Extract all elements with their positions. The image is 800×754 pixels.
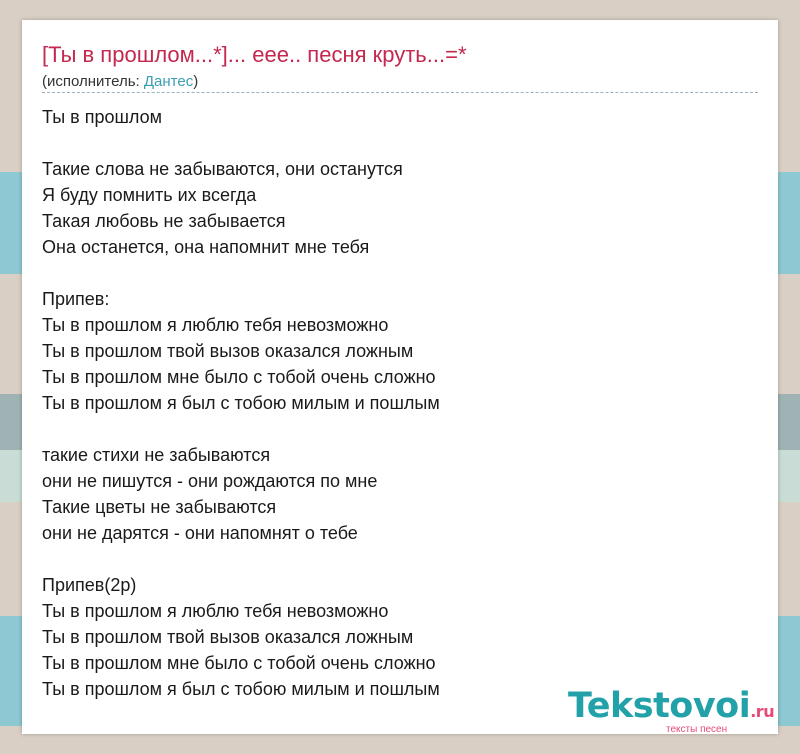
logo-wordmark <box>568 686 774 726</box>
lyric-line <box>42 260 742 286</box>
logo-tld: .ru <box>750 702 775 721</box>
lyrics-card <box>22 20 778 734</box>
lyric-line: Ты в прошлом твой вызов оказался ложным <box>42 627 414 647</box>
lyric-line: они не дарятся - они напомнят о тебе <box>42 523 358 543</box>
logo-tagline: тексты песен <box>666 724 728 735</box>
lyrics-text <box>42 104 742 702</box>
lyric-line: Она останется, она напомнит мне тебя <box>42 237 370 257</box>
site-logo[interactable] <box>568 686 778 734</box>
lyric-line: Ты в прошлом я люблю тебя невозможно <box>42 315 389 335</box>
lyric-line: такие стихи не забываются <box>42 445 271 465</box>
lyric-line: они не пишутся - они рождаются по мне <box>42 471 378 491</box>
artist-prefix: (исполнитель: <box>42 73 144 90</box>
lyric-line: Ты в прошлом <box>42 107 163 127</box>
lyric-line <box>42 130 742 156</box>
artist-suffix: ) <box>193 73 199 90</box>
lyric-line: Ты в прошлом мне было с тобой очень сложно <box>42 367 436 387</box>
lyric-line <box>42 546 742 572</box>
lyric-line: Ты в прошлом я был с тобою милым и пошлым <box>42 679 440 699</box>
artist-line <box>42 73 198 90</box>
lyric-line: Я буду помнить их всегда <box>42 185 257 205</box>
lyric-line: Ты в прошлом я люблю тебя невозможно <box>42 601 389 621</box>
logo-main-text: Tekstovoi <box>568 686 751 726</box>
lyric-line <box>42 416 742 442</box>
lyric-line: Такая любовь не забывается <box>42 211 286 231</box>
lyric-line: Такие цветы не забываются <box>42 497 277 517</box>
lyric-line: Припев(2р) <box>42 575 137 595</box>
song-title: [Ты в прошлом...*]... еее.. песня круть...=* <box>42 42 467 67</box>
lyric-line: Ты в прошлом твой вызов оказался ложным <box>42 341 414 361</box>
lyric-line: Припев: <box>42 289 110 309</box>
lyric-line: Ты в прошлом я был с тобою милым и пошлым <box>42 393 440 413</box>
lyric-line: Ты в прошлом мне было с тобой очень сложно <box>42 653 436 673</box>
artist-link[interactable]: Дантес <box>143 73 194 90</box>
title-separator <box>42 92 758 93</box>
lyric-line: Такие слова не забываются, они останутся <box>42 159 403 179</box>
